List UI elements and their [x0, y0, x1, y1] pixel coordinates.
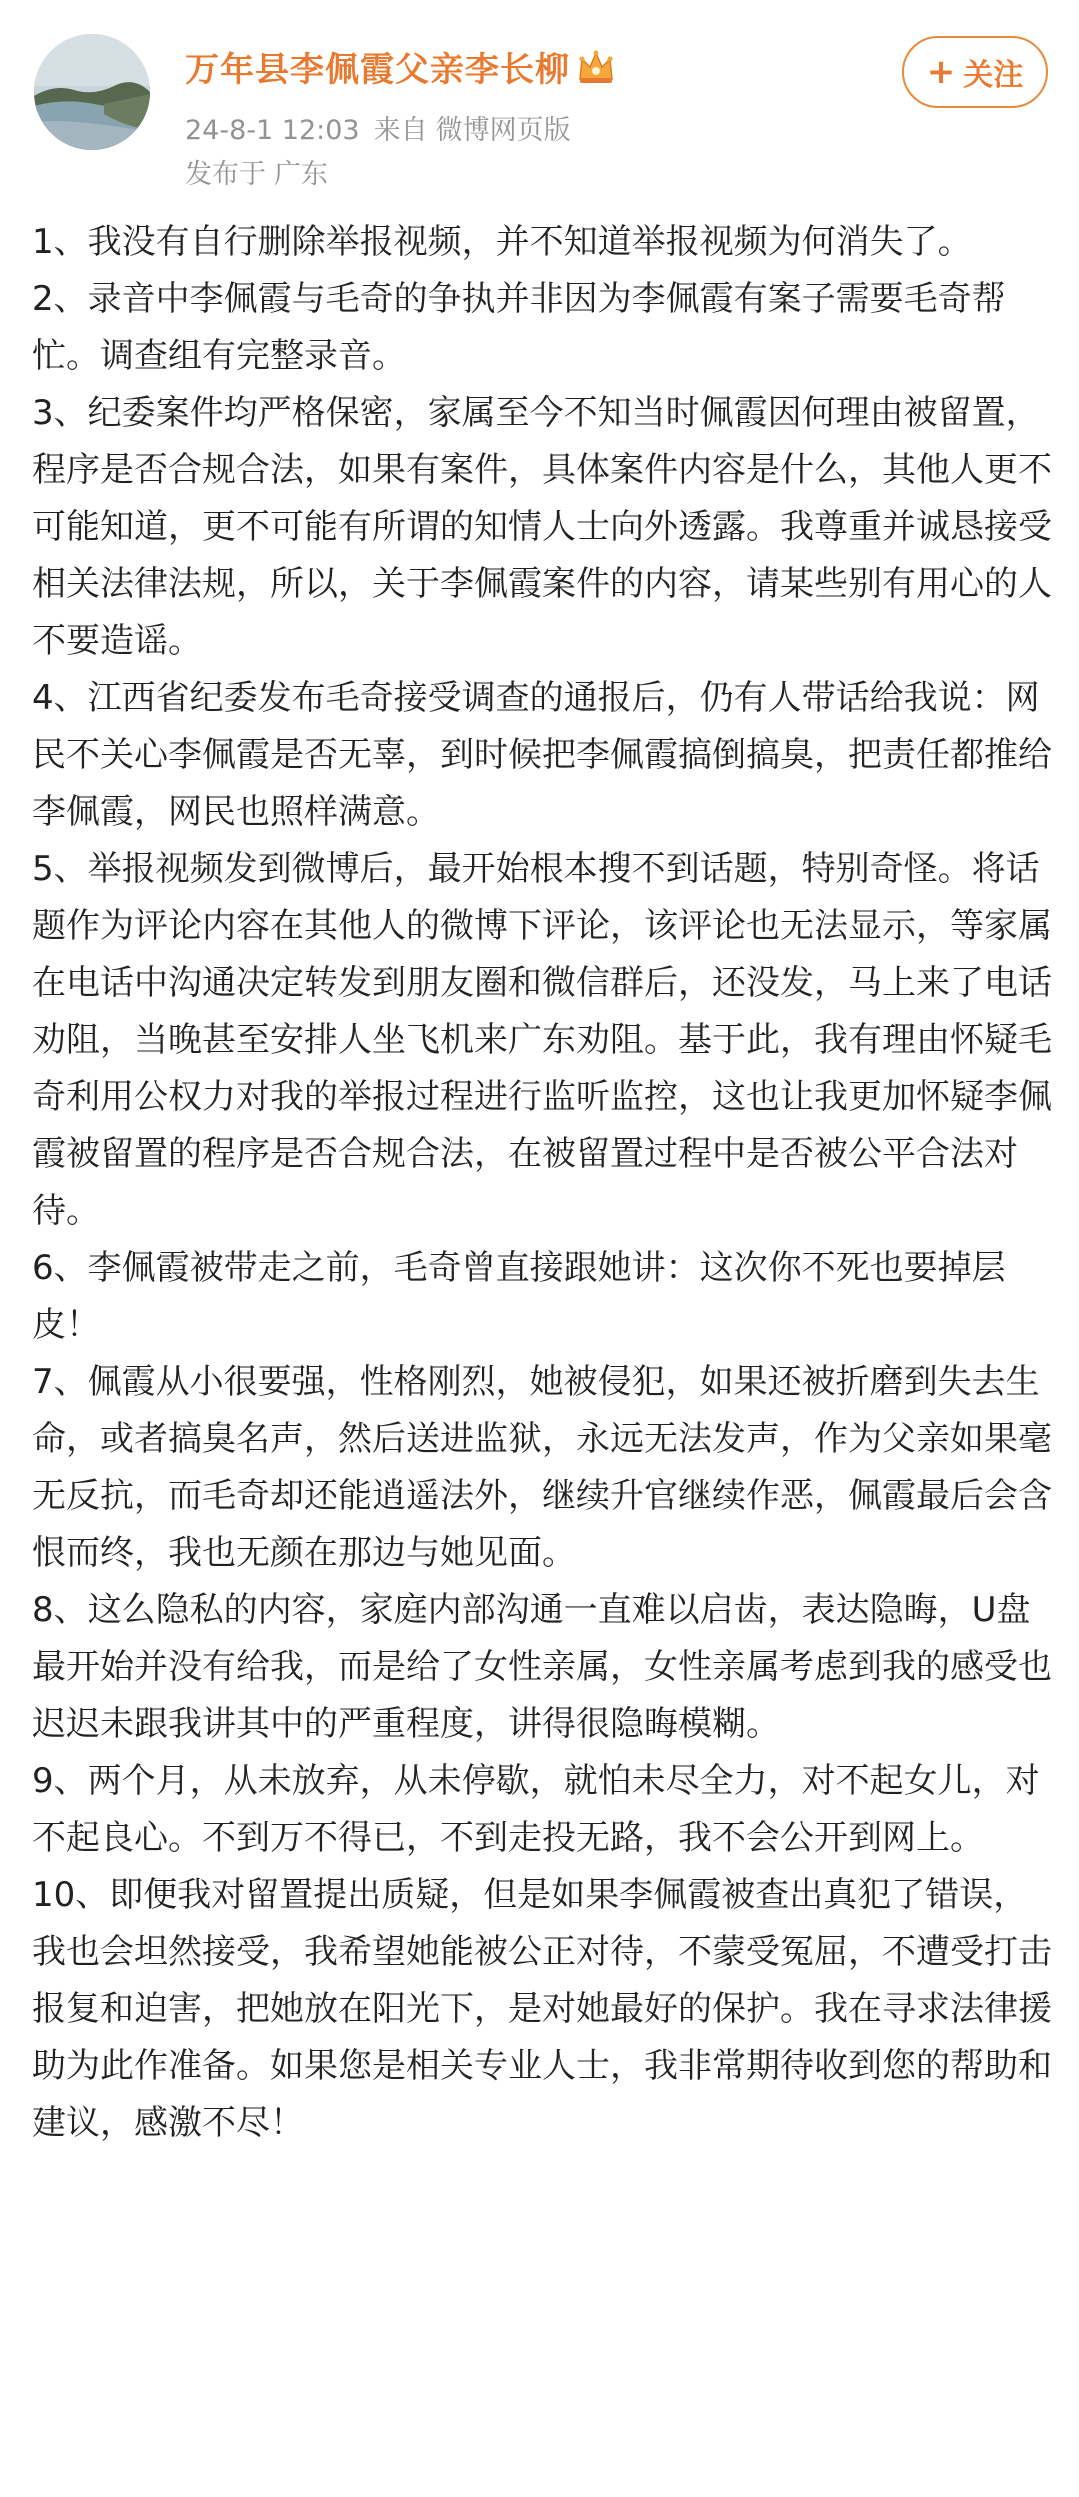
user-name[interactable]: 万年县李佩霞父亲李长柳 [185, 50, 570, 90]
post-location [185, 152, 336, 191]
post-paragraph-1: 1、我没有自行删除举报视频，并不知道举报视频为何消失了。 [32, 222, 972, 262]
post-time: 24-8-1 12:03 [185, 115, 360, 146]
post-source[interactable]: 微博网页版 [435, 115, 571, 146]
plus-icon: + [926, 52, 956, 92]
post-paragraph-3: 3、纪委案件均严格保密，家属至今不知当时佩霞因何理由被留置，程序是否合规合法，如果有案件，具体案件内容是什么，其他人更不可能知道，更不可能有所谓的知情人士向外透露。我尊重并诚恳接受相关法律法规，所以，关于李佩霞案件的内容，请某些别有用心的人不要造谣。 [32, 393, 1052, 661]
post-header [0, 0, 1079, 200]
post-paragraph-10: 10、即便我对留置提出质疑，但是如果李佩霞被查出真犯了错误，我也会坦然接受，我希望她能被公正对待，不蒙受冤屈，不遭受打击报复和迫害，把她放在阳光下，是对她最好的保护。我在寻求法律援助为此作准备。如果您是相关专业人士，我非常期待收到您的帮助和建议，感激不尽！ [32, 1875, 1052, 2143]
avatar[interactable] [34, 34, 150, 150]
post-meta [185, 108, 585, 147]
user-name-row [185, 42, 616, 91]
post-paragraph-7: 7、佩霞从小很要强，性格刚烈，她被侵犯，如果还被折磨到失去生命，或者搞臭名声，然后送进监狱，永远无法发声，作为父亲如果毫无反抗，而毛奇却还能逍遥法外，继续升官继续作恶，佩霞最后会含恨而终，我也无颜在那边与她见面。 [32, 1362, 1052, 1573]
post-paragraph-8: 8、这么隐私的内容，家庭内部沟通一直难以启齿，表达隐晦，U盘最开始并没有给我，而是给了女性亲属，女性亲属考虑到我的感受也迟迟未跟我讲其中的严重程度，讲得很隐晦模糊。 [32, 1590, 1052, 1744]
avatar-landscape-image [34, 34, 150, 150]
post-paragraph-4: 4、江西省纪委发布毛奇接受调查的通报后，仍有人带话给我说：网民不关心李佩霞是否无辜，到时候把李佩霞搞倒搞臭，把责任都推给李佩霞，网民也照样满意。 [32, 678, 1052, 832]
follow-label: 关注 [963, 58, 1024, 93]
vip-crown-icon [576, 49, 616, 85]
source-label: 来自 [373, 115, 428, 146]
post-paragraph-5: 5、举报视频发到微博后，最开始根本搜不到话题，特别奇怪。将话题作为评论内容在其他人的微博下评论，该评论也无法显示，等家属在电话中沟通决定转发到朋友圈和微信群后，还没发，马上来了电话劝阻，当晚甚至安排人坐飞机来广东劝阻。基于此，我有理由怀疑毛奇利用公权力对我的举报过程进行监听监控，这也让我更加怀疑李佩霞被留置的程序是否合规合法，在被留置过程中是否被公平合法对待。 [32, 849, 1052, 1231]
post-paragraph-2: 2、录音中李佩霞与毛奇的争执并非因为李佩霞有案子需要毛奇帮忙。调查组有完整录音。 [32, 279, 1006, 376]
location-label: 发布于 [185, 159, 266, 190]
location-value: 广东 [274, 159, 328, 190]
post-paragraph-9: 9、两个月，从未放弃，从未停歇，就怕未尽全力，对不起女儿，对不起良心。不到万不得已，不到走投无路，我不会公开到网上。 [32, 1761, 1040, 1858]
post-content [32, 214, 1057, 2152]
post-paragraph-6: 6、李佩霞被带走之前，毛奇曾直接跟她讲：这次你不死也要掉层皮！ [32, 1248, 1006, 1345]
follow-button[interactable] [902, 36, 1048, 108]
